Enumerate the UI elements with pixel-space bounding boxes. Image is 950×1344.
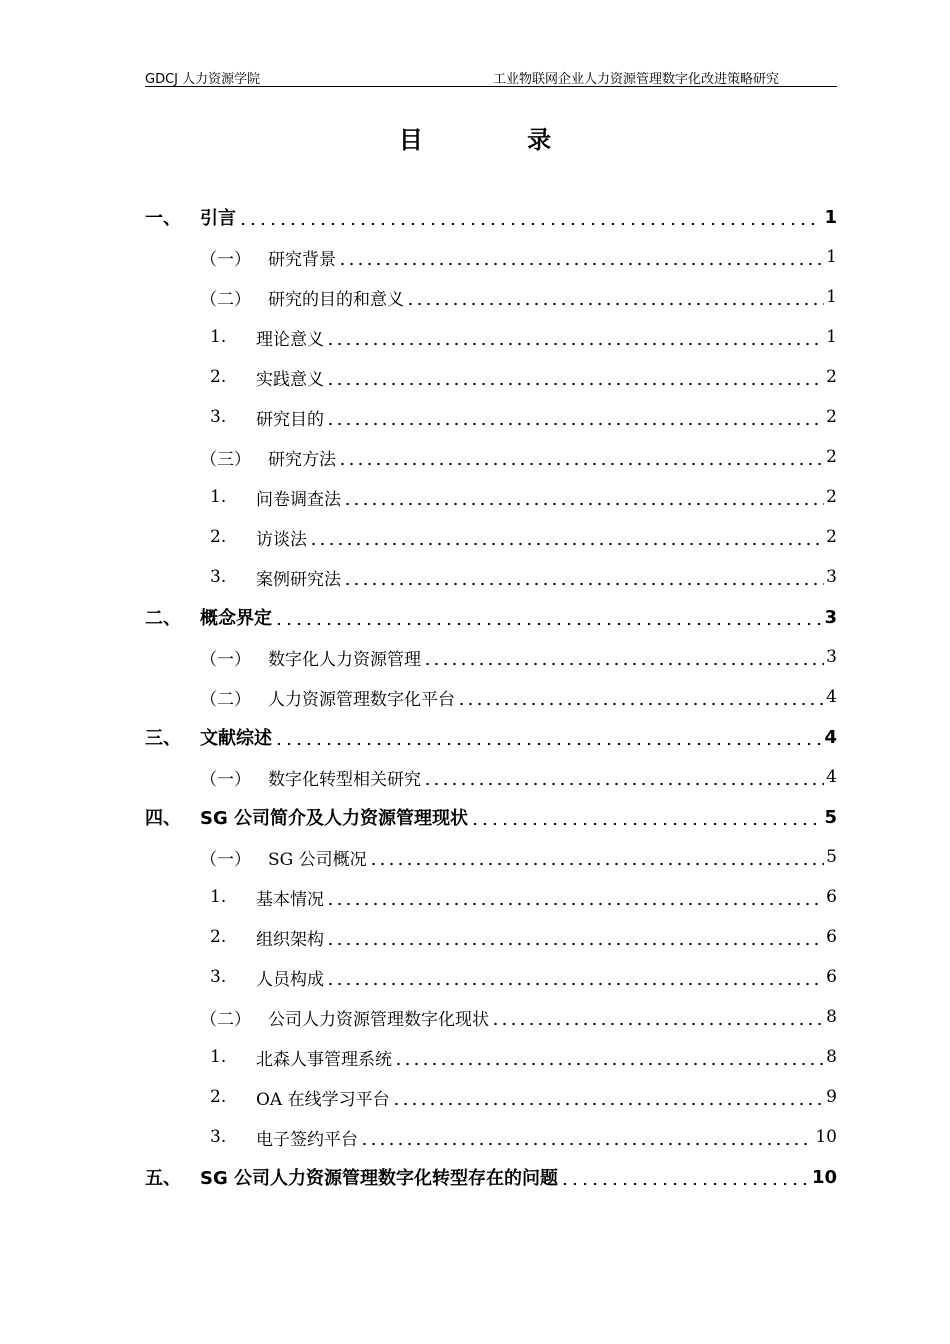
toc-entry[interactable] (210, 957, 837, 997)
toc-dot-leader (326, 968, 824, 986)
toc-entry-number: （二） (200, 289, 251, 310)
toc-entry[interactable] (145, 1157, 837, 1197)
toc-title: 目 录 (398, 126, 600, 154)
toc-entry[interactable] (200, 637, 837, 677)
toc-entry-page: 10 (815, 1127, 837, 1147)
toc-entry-number: （一） (200, 849, 251, 870)
toc-entry-page: 4 (826, 687, 837, 707)
toc-entry[interactable] (200, 277, 837, 317)
toc-entry-title: 电子签约平台 (256, 1129, 358, 1150)
toc-dot-leader (392, 1088, 825, 1106)
toc-entry-page: 2 (826, 447, 837, 467)
toc-entry-number: 二、 (145, 608, 181, 629)
toc-entry-title: 实践意义 (256, 369, 324, 390)
toc-dot-leader (343, 568, 824, 586)
toc-entry-number: 2. (210, 1087, 227, 1107)
toc-entry-title: 组织架构 (256, 929, 324, 950)
toc-dot-leader (423, 768, 824, 786)
toc-entry-number: （二） (200, 689, 251, 710)
toc-entry-title: 人员构成 (256, 969, 324, 990)
toc-entry-title: 人力资源管理数字化平台 (268, 689, 455, 710)
toc-entry[interactable] (210, 317, 837, 357)
toc-entry-number: 2. (210, 927, 227, 947)
toc-entry[interactable] (200, 677, 837, 717)
toc-entry-number: 1. (210, 487, 227, 507)
toc-entry-title: 文献综述 (200, 728, 272, 749)
toc-entry[interactable] (210, 1117, 837, 1157)
toc-entry-title: 访谈法 (256, 529, 307, 550)
toc-entry[interactable] (200, 237, 837, 277)
toc-dot-leader (406, 288, 824, 306)
toc-entry-title: OA 在线学习平台 (256, 1089, 390, 1110)
toc-entry-page: 2 (826, 407, 837, 427)
toc-entry-title: 理论意义 (256, 329, 324, 350)
toc-entry-title: 基本情况 (256, 889, 324, 910)
toc-dot-leader (326, 368, 824, 386)
toc-dot-leader (338, 448, 824, 466)
toc-entry-page: 3 (826, 647, 837, 667)
toc-entry-number: 3. (210, 407, 227, 427)
toc-entry-number: （一） (200, 649, 251, 670)
toc-entry-title: 研究目的 (256, 409, 324, 430)
toc-entry-title: 引言 (200, 208, 236, 229)
toc-entry-number: （一） (200, 249, 251, 270)
toc-entry-number: 1. (210, 327, 227, 347)
toc-entry-number: （二） (200, 1009, 251, 1030)
toc-entry[interactable] (145, 797, 837, 837)
toc-dot-leader (369, 848, 825, 866)
toc-entry[interactable] (145, 597, 837, 637)
toc-entry-number: 三、 (145, 728, 181, 749)
toc-dot-leader (238, 208, 822, 226)
toc-entry-number: 四、 (145, 808, 181, 829)
toc-entry-page: 5 (824, 806, 837, 828)
toc-entry-number: 1. (210, 887, 227, 907)
toc-dot-leader (326, 408, 824, 426)
header-left-text: GDCJ 人力资源学院 (145, 72, 261, 87)
toc-entry[interactable] (210, 517, 837, 557)
toc-dot-leader (457, 688, 824, 706)
toc-entry-number: 3. (210, 567, 227, 587)
toc-entry-number: 1. (210, 1047, 227, 1067)
toc-entry-page: 3 (826, 567, 837, 587)
toc-entry-page: 6 (826, 927, 837, 947)
toc-entry-page: 6 (826, 967, 837, 987)
toc-entry-title: 数字化转型相关研究 (268, 769, 421, 790)
toc-entry-title: 研究背景 (268, 249, 336, 270)
toc-entry-number: 2. (210, 527, 227, 547)
toc-entry-number: 五、 (145, 1168, 181, 1189)
toc-entry-number: 一、 (145, 208, 181, 229)
toc-entry-title: 概念界定 (200, 608, 272, 629)
toc-entry-page: 4 (826, 767, 837, 787)
toc-entry-title: 公司人力资源管理数字化现状 (268, 1009, 489, 1030)
toc-dot-leader (360, 1128, 813, 1146)
toc-dot-leader (491, 1008, 824, 1026)
toc-entry-number: （一） (200, 769, 251, 790)
toc-entry-page: 5 (826, 847, 837, 867)
toc-dot-leader (338, 248, 824, 266)
toc-entry-title: 北森人事管理系统 (256, 1049, 392, 1070)
toc-dot-leader (274, 728, 822, 746)
toc-entry-page: 6 (826, 887, 837, 907)
toc-entry[interactable] (210, 477, 837, 517)
toc-entry-page: 1 (824, 206, 837, 228)
toc-entry-title: SG 公司人力资源管理数字化转型存在的问题 (200, 1168, 559, 1189)
toc-entry-title: 研究的目的和意义 (268, 289, 404, 310)
toc-entry[interactable] (210, 397, 837, 437)
toc-dot-leader (394, 1048, 824, 1066)
toc-entry-page: 3 (824, 606, 837, 628)
toc-entry[interactable] (210, 557, 837, 597)
toc-entry-page: 8 (826, 1007, 837, 1027)
toc-dot-leader (309, 528, 824, 546)
toc-dot-leader (274, 608, 822, 626)
header-right-text: 工业物联网企业人力资源管理数字化改进策略研究 (492, 72, 779, 87)
toc-entry-page: 8 (826, 1047, 837, 1067)
toc-entry-page: 2 (826, 527, 837, 547)
toc-entry-title: 研究方法 (268, 449, 336, 470)
toc-entry-page: 10 (811, 1166, 837, 1188)
toc-entry-page: 9 (826, 1087, 837, 1107)
toc-entry[interactable] (200, 757, 837, 797)
toc-dot-leader (470, 808, 822, 826)
toc-entry[interactable] (210, 877, 837, 917)
toc-entry[interactable] (145, 717, 837, 757)
toc-dot-leader (560, 1168, 810, 1186)
toc-entry-number: 3. (210, 967, 227, 987)
toc-entry[interactable] (145, 197, 837, 237)
page-header (145, 66, 837, 87)
toc-dot-leader (343, 488, 824, 506)
toc-entry-title: 数字化人力资源管理 (268, 649, 421, 670)
toc-entry-title: SG 公司概况 (268, 849, 367, 870)
toc-entry-title: 问卷调查法 (256, 489, 341, 510)
toc-dot-leader (326, 328, 824, 346)
toc-entry[interactable] (210, 1077, 837, 1117)
toc-entry[interactable] (210, 357, 837, 397)
toc-entry-page: 1 (826, 327, 837, 347)
toc-entry[interactable] (200, 837, 837, 877)
toc-entry-number: 2. (210, 367, 227, 387)
toc-entry[interactable] (200, 437, 837, 477)
toc-entry-number: （三） (200, 449, 251, 470)
toc-dot-leader (326, 888, 824, 906)
toc-entry[interactable] (200, 997, 837, 1037)
toc-entry-title: SG 公司简介及人力资源管理现状 (200, 808, 469, 829)
toc-entry-page: 1 (826, 247, 837, 267)
toc-entry-page: 1 (826, 287, 837, 307)
toc-entry[interactable] (210, 1037, 837, 1077)
toc-dot-leader (423, 648, 824, 666)
toc-entry-number: 3. (210, 1127, 227, 1147)
toc-dot-leader (326, 928, 824, 946)
toc-entry-page: 2 (826, 487, 837, 507)
toc-entry-title: 案例研究法 (256, 569, 341, 590)
toc-entry-page: 4 (824, 726, 837, 748)
toc-entry[interactable] (210, 917, 837, 957)
toc-entry-page: 2 (826, 367, 837, 387)
